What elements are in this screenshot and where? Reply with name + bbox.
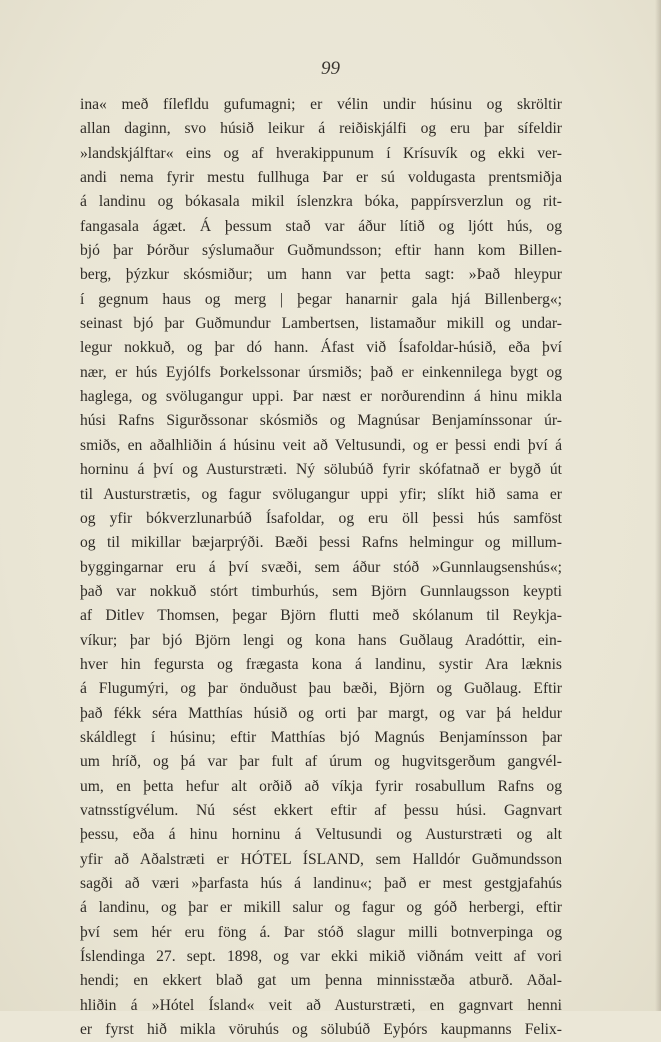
text-line: andi nema fyrir mestu fullhuga Þar er sú voldugasta prentsmiðja <box>80 169 562 187</box>
text-line: það fékk séra Matthías húsið og orti þar margt, og var þá heldur <box>80 704 562 722</box>
text-line: víkur; þar bjó Björn lengi og kona hans Guðlaug Aradóttir, ein- <box>80 631 562 649</box>
text-line: því sem hér eru föng á. Þar stóð slagur milli botnverpinga og <box>80 923 562 941</box>
text-line: horninu á því og Austurstræti. Ný sölubúð fyrir skófatnað er bygð út <box>80 461 562 479</box>
text-line: hendi; en ekkert blað gat um þenna minnisstæða atburð. Aðal- <box>80 972 562 990</box>
text-line: í gegnum haus og merg | þegar hanarnir gala hjá Billenberg«; <box>80 290 562 308</box>
page-edge-shadow <box>655 0 661 1011</box>
text-line: hver hin fegursta og frægasta kona á landinu, systir Ara læknis <box>80 655 562 673</box>
text-line: húsi Rafns Sigurðssonar skósmiðs og Magnúsar Benjamínssonar úr- <box>80 412 562 430</box>
text-line: og til mikillar bæjarprýði. Bæði þessi Rafns helmingur og millum- <box>80 534 562 552</box>
text-line: sagði að væri »þarfasta hús á landinu«; það er mest gestgjafahús <box>80 875 562 892</box>
text-line: vatnsstígvélum. Nú sést ekkert eftir af þessu húsi. Gagnvart <box>80 801 562 819</box>
text-line: bjó þar Þórður sýslumaður Guðmundsson; eftir hann kom Billen- <box>80 242 562 260</box>
text-line: um, en þetta hefur alt orðið að víkja fyrir rosabullum Rafns og <box>80 777 562 795</box>
text-line: nær, er hús Eyjólfs Þorkelssonar úrsmiðs; það er einkennilega bygt og <box>80 363 562 381</box>
text-line: berg, þýzkur skósmiður; um hann var þetta sagt: »Það hleypur <box>80 266 562 284</box>
text-line: seinast bjó þar Guðmundur Lambertsen, listamaður mikill og undar- <box>80 315 562 333</box>
text-line: af Ditlev Thomsen, þegar Björn flutti með skólanum til Reykja- <box>80 607 562 625</box>
text-line: á landinu, og þar er mikill salur og fagur og góð herbergi, eftir <box>80 899 562 917</box>
text-line: það var nokkuð stórt timburhús, sem Björn Gunnlaugsson keypti <box>80 582 562 600</box>
text-line: yfir að Aðalstræti er HÓTEL ÍSLAND, sem Halldór Guðmundsson <box>80 850 562 868</box>
text-line: allan daginn, svo húsið leikur á reiðiskjálfi og eru þar sífeldir <box>80 120 562 138</box>
text-line: haglega, og svölugangur uppi. Þar næst er norðurendinn á hinu mikla <box>80 388 562 406</box>
text-line: á landinu og bókasala mikil íslenzkra bóka, pappírsverzlun og rit- <box>80 193 562 211</box>
text-line: hliðin á »Hótel Ísland« veit að Austurstræti, en gagnvart henni <box>80 996 562 1014</box>
text-line: Íslendinga 27. sept. 1898, og var ekki mikið viðnám veitt af vori <box>80 948 562 966</box>
text-line: »landskjálftar« eins og af hverakippunum í Krísuvík og ekki ver- <box>80 144 562 162</box>
text-line: byggingarnar eru á því svæði, sem áður stóð »Gunnlaugsenshús«; <box>80 558 562 576</box>
body-text <box>80 93 562 1042</box>
text-line: á Flugumýri, og þar önduðust þau bæði, Björn og Guðlaug. Eftir <box>80 680 562 698</box>
text-line: um hríð, og þá var þar fult af úrum og hugvitsgerðum gangvél- <box>80 753 562 771</box>
page-number: 99 <box>321 58 340 79</box>
text-line: til Austurstrætis, og fagur svölugangur uppi yfir; slíkt hið sama er <box>80 485 562 503</box>
text-line: legur nokkuð, og þar dó hann. Áfast við Ísafoldar-húsið, eða því <box>80 339 562 357</box>
text-line: er fyrst hið mikla vöruhús og sölubúð Eyþórs kaupmanns Felix- <box>80 1021 562 1039</box>
text-line: smiðs, en aðalhliðin á húsinu veit að Veltusundi, og er þessi endi því á <box>80 436 562 454</box>
text-line: ina« með fílefldu gufumagni; er vélin undir húsinu og skröltir <box>80 96 562 113</box>
text-line: og yfir bókverzlunarbúð Ísafoldar, og eru öll þessi hús samföst <box>80 509 562 527</box>
text-line: skáldlegt í húsinu; eftir Matthías bjó Magnús Benjamínsson þar <box>80 728 562 746</box>
text-line: fangasala ágæt. Á þessum stað var áður lítið og ljótt hús, og <box>80 217 562 235</box>
text-line: þessu, eða á hinu horninu á Veltusundi og Austurstræti og alt <box>80 826 562 844</box>
